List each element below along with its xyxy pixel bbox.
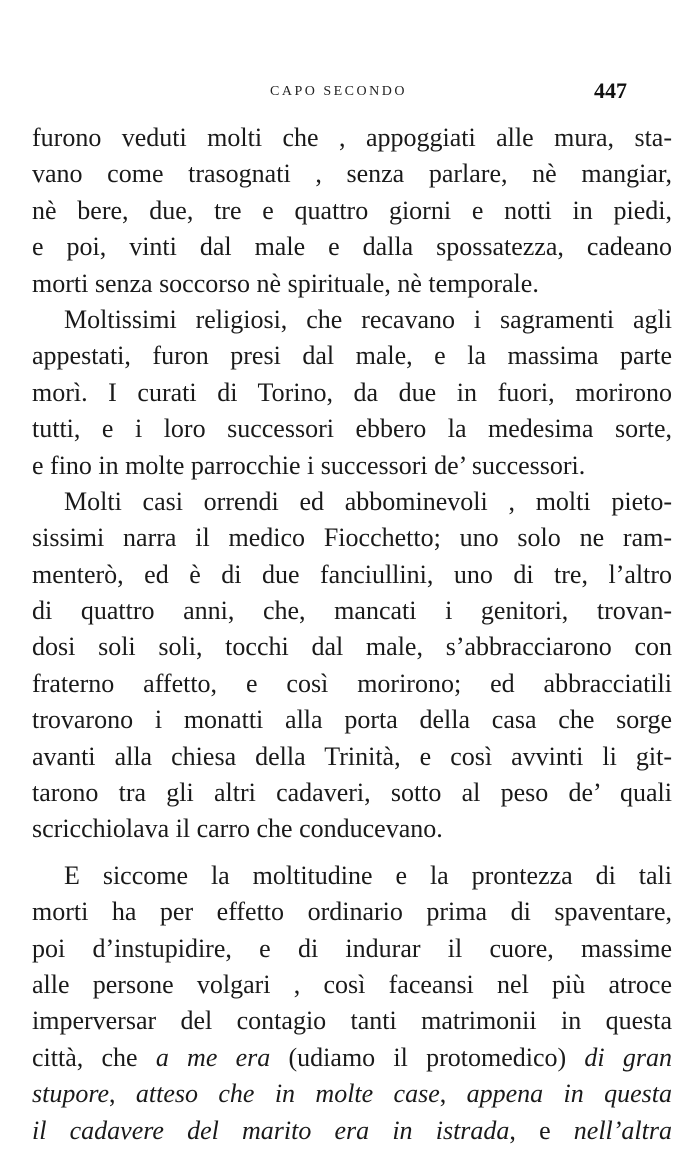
text-line: imperversar del contagio tanti matrimonii in questa [32,1006,672,1036]
italic-quote: nell’altra [573,1115,672,1145]
text-line-mixed [32,1113,672,1149]
roman-text: , [439,1079,467,1109]
text-line: Moltissimi religiosi, che recavano i sagramenti agli [64,304,672,334]
italic-quote: atteso che in molte case [135,1079,440,1109]
paragraph [32,302,672,484]
text-line: morì. I curati di Torino, da due in fuori, morirono [32,377,672,407]
text-line: scricchiolava il carro che conducevano. [32,814,443,844]
text-line: vano come trasognati , senza parlare, nè mangiar, [32,159,672,189]
text-line: nè bere, due, tre e quattro giorni e notti in piedi, [32,195,672,225]
page-number: 447 [594,78,627,103]
running-title: CAPO SECONDO [270,84,407,99]
paragraph [32,120,672,302]
text-line: fraterno affetto, e così morirono; ed abbracciatili [32,668,672,698]
italic-quote: a me era [155,1042,271,1072]
roman-text: (udiamo il protomedico) [270,1042,585,1072]
running-head [0,78,700,108]
text-line: poi d’instupidire, e di indurar il cuore, massime [32,933,672,963]
text-line: alle persone volgari , così faceansi nel più atroce [32,969,672,999]
text-line: sissimi narra il medico Fiocchetto; uno solo ne ram- [32,523,672,553]
text-line: menterò, ed è di due fanciullini, uno di tre, l’altro [32,559,672,589]
text-line-mixed [32,1076,672,1112]
text-line: morti ha per effetto ordinario prima di spaventare, [32,897,672,927]
text-line: tarono tra gli altri cadaveri, sotto al peso de’ quali [32,778,672,808]
italic-quote: appena in questa [466,1079,673,1109]
roman-text: , [109,1079,136,1109]
text-line: morti senza soccorso nè spirituale, nè temporale. [32,268,539,298]
roman-text: , e [509,1115,574,1145]
paragraph [32,484,672,848]
text-line: E siccome la moltitudine e la prontezza di tali [64,860,672,890]
italic-quote: di gran [584,1042,672,1072]
italic-quote: stupore [32,1079,110,1109]
text-line: appestati, furon presi dal male, e la massima parte [32,341,672,371]
paragraph [32,858,672,1149]
body-text [32,120,672,1149]
text-line: dosi soli soli, tocchi dal male, s’abbracciarono con [32,632,672,662]
text-line: avanti alla chiesa della Trinità, e così avvinti li git- [32,741,672,771]
text-line: e poi, vinti dal male e dalla spossatezza, cadeano [32,232,672,262]
text-line-mixed [32,1040,672,1076]
paragraph-gap [32,848,672,858]
text-line: e fino in molte parrocchie i successori de’ successori. [32,450,586,480]
text-line: Molti casi orrendi ed abbominevoli , molti pieto- [64,486,672,516]
text-line: di quattro anni, che, mancati i genitori, trovan- [32,596,672,626]
text-line: trovarono i monatti alla porta della casa che sorge [32,705,672,735]
text-line: furono veduti molti che , appoggiati alle mura, sta- [32,123,672,152]
italic-quote: il cadavere del marito era in istrada [32,1115,510,1145]
roman-text: città, che [32,1042,156,1072]
text-line: tutti, e i loro successori ebbero la medesima sorte, [32,414,672,444]
